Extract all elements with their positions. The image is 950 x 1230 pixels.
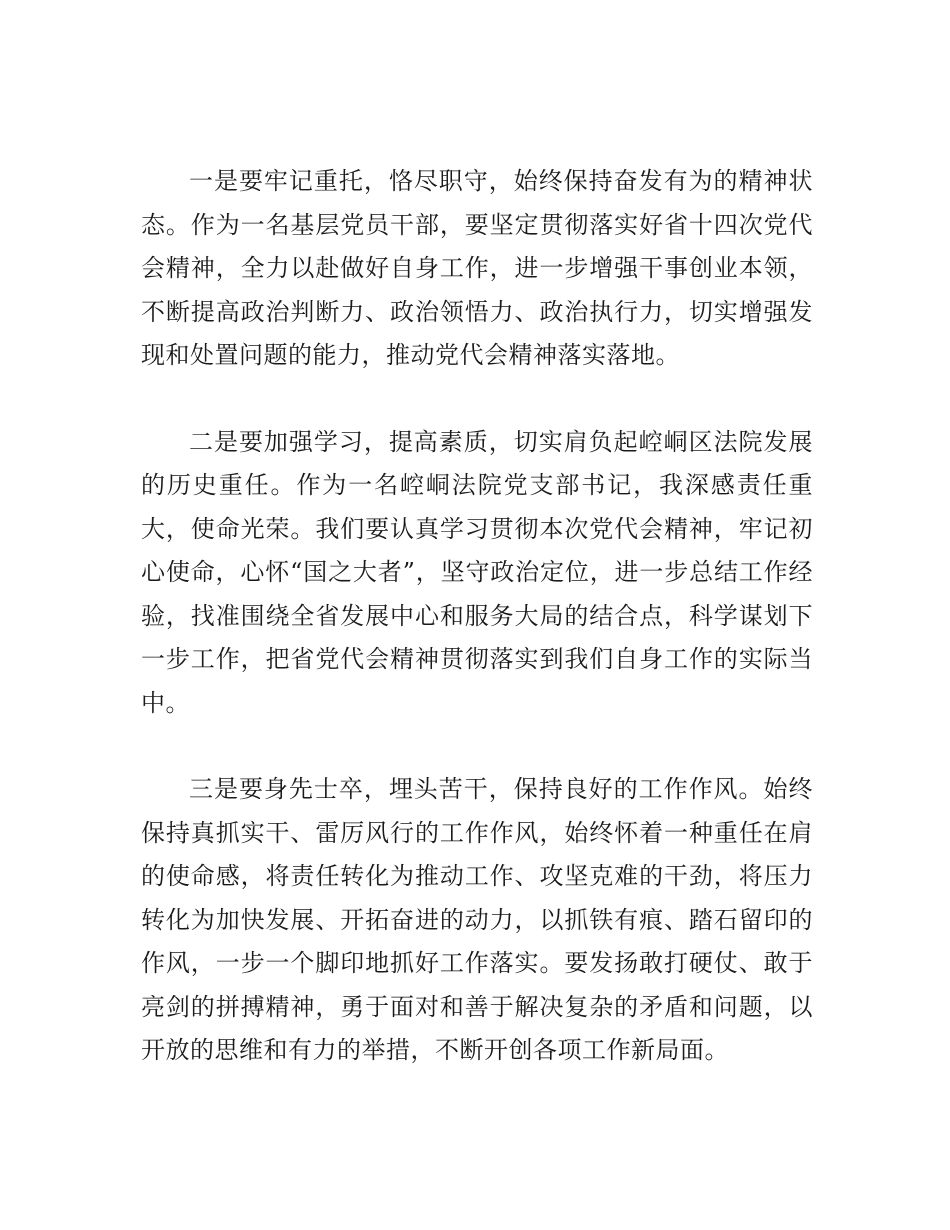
paragraph-3: 三是要身先士卒，埋头苦干，保持良好的工作作风。始终保持真抓实干、雷厉风行的工作作风，始终怀着一种重任在肩的使命感，将责任转化为推动工作、攻坚克难的干劲，将压力转化为加快发展、开拓奋进的动力，以抓铁有痕、踏石留印的作风，一步一个脚印地抓好工作落实。要发扬敢打硬仗、敢于亮剑的拼搏精神，勇于面对和善于解决复杂的矛盾和问题，以开放的思维和有力的举措，不断开创各项工作新局面。 (141, 775, 813, 1064)
document-body (141, 160, 813, 1073)
paragraph-spacer (141, 725, 813, 768)
paragraph-spacer (141, 378, 813, 421)
paragraph-1: 一是要牢记重托，恪尽职守，始终保持奋发有为的精神状态。作为一名基层党员干部，要坚定贯彻落实好省十四次党代会精神，全力以赴做好自身工作，进一步增强干事创业本领，不断提高政治判断力、政治领悟力、政治执行力，切实增强发现和处置问题的能力，推动党代会精神落实落地。 (141, 167, 813, 369)
paragraph-2: 二是要加强学习，提高素质，切实肩负起崆峒区法院发展的历史重任。作为一名崆峒法院党支部书记，我深感责任重大，使命光荣。我们要认真学习贯彻本次党代会精神，牢记初心使命，心怀“国之大者”，坚守政治定位，进一步总结工作经验，找准围绕全省发展中心和服务大局的结合点，科学谋划下一步工作，把省党代会精神贯彻落实到我们自身工作的实际当中。 (141, 427, 813, 717)
